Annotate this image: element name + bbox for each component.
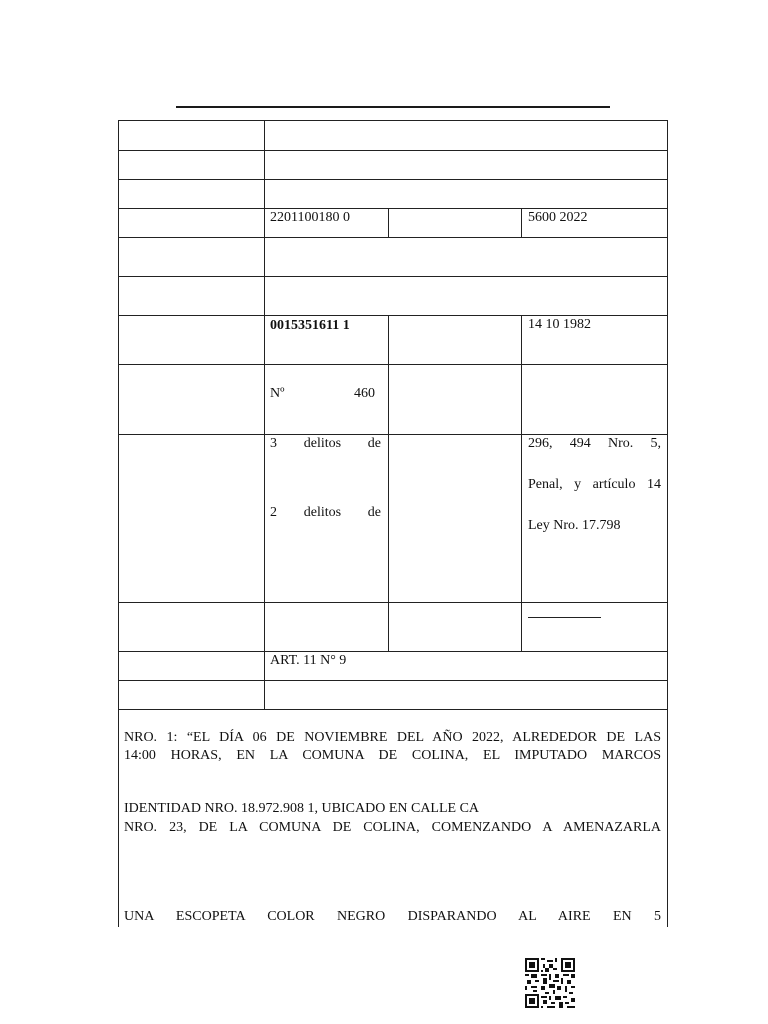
row-divider (119, 150, 667, 151)
qr-code-icon (525, 958, 575, 1008)
cell-articles-line-3: Ley Nro. 17.798 (528, 518, 621, 533)
column-divider (521, 315, 522, 651)
cell-birth-date: 14 10 1982 (528, 317, 591, 332)
row-divider (119, 709, 667, 710)
row-divider (119, 364, 667, 365)
signature-line (528, 617, 601, 618)
narrative-line-1: NRO. 1: “EL DÍA 06 DE NOVIEMBRE DEL AÑO 2022, ALREDEDOR DE LAS (124, 730, 661, 745)
cell-id-number: 0015351611 1 (270, 318, 350, 333)
cell-articles-line-1: 296, 494 Nro. 5, (528, 436, 661, 451)
row-divider (119, 276, 667, 277)
narrative-line-2: 14:00 HORAS, EN LA COMUNA DE COLINA, EL IMPUTADO MARCOS (124, 748, 661, 763)
row-divider (119, 651, 667, 652)
title-underline (176, 106, 610, 108)
column-divider (388, 208, 389, 237)
narrative-line-5: UNA ESCOPETA COLOR NEGRO DISPARANDO AL AIRE EN 5 (124, 909, 661, 924)
narrative-line-3: IDENTIDAD NRO. 18.972.908 1, UBICADO EN CALLE CA (124, 801, 480, 816)
row-divider (119, 680, 667, 681)
column-divider (264, 121, 265, 709)
cell-articles-line-2: Penal, y artículo 14 (528, 477, 661, 492)
cell-case-number: 5600 2022 (528, 210, 588, 225)
cell-offense-count-2: 2 delitos de (270, 505, 381, 520)
cell-article-reference: ART. 11 N° 9 (270, 653, 347, 668)
row-divider (119, 237, 667, 238)
cell-number-label: Nº (270, 386, 285, 401)
cell-offense-count-1: 3 delitos de (270, 436, 381, 451)
column-divider (521, 208, 522, 237)
row-divider (119, 602, 667, 603)
cell-code: 2201100180 0 (270, 210, 350, 225)
cell-number-value: 460 (354, 386, 375, 401)
column-divider (388, 315, 389, 651)
row-divider (119, 179, 667, 180)
narrative-line-4: NRO. 23, DE LA COMUNA DE COLINA, COMENZANDO A AMENAZARLA (124, 820, 661, 835)
